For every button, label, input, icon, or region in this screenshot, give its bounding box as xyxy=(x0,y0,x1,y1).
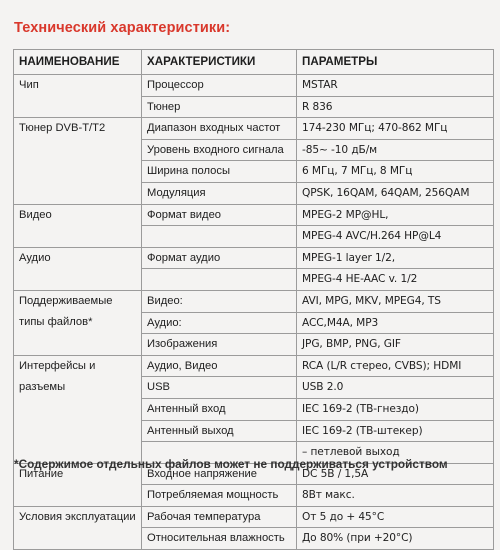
value-cell: RCA (L/R стерео, CVBS); HDMI xyxy=(297,355,494,377)
table-row xyxy=(14,290,494,312)
feature-cell: Рабочая температура xyxy=(142,506,297,528)
value-cell: -85~ -10 дБ/м xyxy=(297,139,494,161)
feature-cell: Потребляемая мощность xyxy=(142,485,297,507)
value-cell: DC 5В / 1,5А xyxy=(297,463,494,485)
feature-cell: Относительная влажность xyxy=(142,528,297,550)
group-name-cell: Аудио xyxy=(14,247,142,290)
table-row xyxy=(14,118,494,140)
feature-cell: Диапазон входных частот xyxy=(142,118,297,140)
group-name-cell: Тюнер DVB-T/T2 xyxy=(14,118,142,204)
value-cell: MPEG-4 AVC/H.264 HP@L4 xyxy=(297,226,494,248)
value-cell: 174-230 МГц; 470-862 МГц xyxy=(297,118,494,140)
footnote: *Содержимое отдельных файлов может не поддерживаться устройством xyxy=(14,457,448,471)
value-cell: От 5 до + 45°C xyxy=(297,506,494,528)
feature-cell: Изображения xyxy=(142,334,297,356)
value-cell: До 80% (при +20°C) xyxy=(297,528,494,550)
value-cell: IEC 169-2 (ТВ-гнездо) xyxy=(297,398,494,420)
feature-cell: Аудио: xyxy=(142,312,297,334)
group-name-cell: Условия эксплуатации xyxy=(14,506,142,549)
feature-cell: Антенный выход xyxy=(142,420,297,442)
table-row xyxy=(14,247,494,269)
feature-cell: Тюнер xyxy=(142,96,297,118)
table-row xyxy=(14,506,494,528)
value-cell: MPEG-4 HE-AAC v. 1/2 xyxy=(297,269,494,291)
value-cell: R 836 xyxy=(297,96,494,118)
table-row xyxy=(14,355,494,377)
spec-table-body xyxy=(14,75,494,550)
feature-cell xyxy=(142,269,297,291)
feature-cell: Процессор xyxy=(142,75,297,97)
value-cell: – петлевой выход xyxy=(297,442,494,464)
table-header-row xyxy=(14,50,494,75)
value-cell: AVI, MPG, MKV, MPEG4, TS xyxy=(297,290,494,312)
feature-cell: Видео: xyxy=(142,290,297,312)
feature-cell: Входное напряжение xyxy=(142,463,297,485)
value-cell: 6 МГц, 7 МГц, 8 МГц xyxy=(297,161,494,183)
value-cell: MPEG-1 layer 1/2, xyxy=(297,247,494,269)
column-header-value: ПАРАМЕТРЫ xyxy=(297,50,494,75)
value-cell: JPG, BMP, PNG, GIF xyxy=(297,334,494,356)
column-header-name: НАИМЕНОВАНИЕ xyxy=(14,50,142,75)
feature-cell: Формат аудио xyxy=(142,247,297,269)
feature-cell xyxy=(142,226,297,248)
value-cell: MPEG-2 MP@HL, xyxy=(297,204,494,226)
section-title: Технический характеристики: xyxy=(14,20,231,36)
value-cell: 8Вт макс. xyxy=(297,485,494,507)
feature-cell: Уровень входного сигнала xyxy=(142,139,297,161)
group-name-cell: Питание xyxy=(14,463,142,506)
feature-cell: Модуляция xyxy=(142,182,297,204)
column-header-feature: ХАРАКТЕРИСТИКИ xyxy=(142,50,297,75)
value-cell: ACC,M4A, MP3 xyxy=(297,312,494,334)
table-row xyxy=(14,204,494,226)
feature-cell: Ширина полосы xyxy=(142,161,297,183)
spec-table xyxy=(13,49,494,550)
group-name-cell: Интерфейсы и разъемы xyxy=(14,355,142,463)
value-cell: USB 2.0 xyxy=(297,377,494,399)
group-name-cell: Видео xyxy=(14,204,142,247)
value-cell: MSTAR xyxy=(297,75,494,97)
group-name-cell: Чип xyxy=(14,75,142,118)
feature-cell: USB xyxy=(142,377,297,399)
feature-cell: Аудио, Видео xyxy=(142,355,297,377)
feature-cell: Формат видео xyxy=(142,204,297,226)
value-cell: IEC 169-2 (ТВ-штекер) xyxy=(297,420,494,442)
group-name-cell: Поддерживаемые типы файлов* xyxy=(14,290,142,355)
value-cell: QPSK, 16QAM, 64QAM, 256QAM xyxy=(297,182,494,204)
table-row xyxy=(14,75,494,97)
feature-cell: Антенный вход xyxy=(142,398,297,420)
